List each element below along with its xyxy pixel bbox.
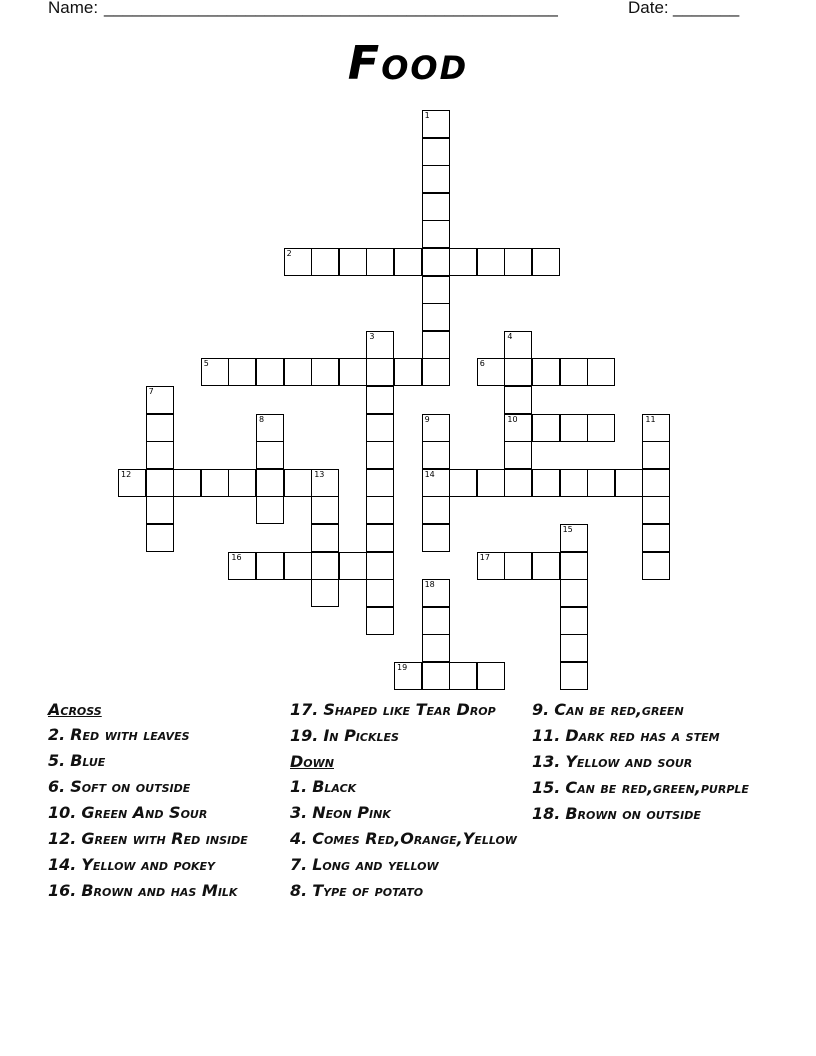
grid-cell[interactable] <box>532 358 560 386</box>
down-heading: Down <box>290 752 334 771</box>
grid-cell[interactable] <box>422 110 450 138</box>
clue-down-13: 13. Yellow and sour <box>532 752 693 771</box>
grid-cell[interactable] <box>422 414 450 442</box>
cell-number: 6 <box>479 359 485 369</box>
grid-cell[interactable] <box>477 552 505 580</box>
grid-cell[interactable] <box>256 469 284 497</box>
clue-down-4: 4. Comes Red,Orange,Yellow <box>290 829 517 848</box>
cell-number: 5 <box>203 359 209 369</box>
cell-number: 8 <box>259 414 265 424</box>
grid-cell[interactable] <box>560 579 588 607</box>
grid-cell[interactable] <box>504 386 532 414</box>
grid-cell[interactable] <box>449 469 477 497</box>
page-title: Food <box>347 36 469 90</box>
grid-cell[interactable] <box>587 414 615 442</box>
grid-cell[interactable] <box>504 331 532 359</box>
grid-cell[interactable] <box>422 138 450 166</box>
clue-down-8: 8. Type of potato <box>290 881 424 900</box>
clue-across-17: 17. Shaped like Tear Drop <box>290 700 496 719</box>
clues-column-1 <box>48 700 278 907</box>
clue-down-7: 7. Long and yellow <box>290 855 439 874</box>
cell-number: 19 <box>397 663 408 672</box>
grid-cell[interactable] <box>477 469 505 497</box>
grid-cell[interactable] <box>173 469 201 497</box>
cell-number: 17 <box>479 552 490 562</box>
grid-cell[interactable] <box>284 552 312 580</box>
clue-down-18: 18. Brown on outside <box>532 804 701 823</box>
grid-cell[interactable] <box>504 414 532 442</box>
clue-across-10: 10. Green And Sour <box>48 803 208 822</box>
cell-number: 10 <box>507 414 518 424</box>
grid-cell[interactable] <box>311 579 339 607</box>
grid-cell[interactable] <box>201 469 229 497</box>
grid-cell[interactable] <box>422 634 450 662</box>
grid-cell[interactable] <box>532 414 560 442</box>
grid-cell[interactable] <box>366 469 394 497</box>
grid-cell[interactable] <box>366 248 394 276</box>
grid-cell[interactable] <box>477 358 505 386</box>
grid-cell[interactable] <box>284 469 312 497</box>
grid-cell[interactable] <box>146 441 174 469</box>
grid-cell[interactable] <box>422 165 450 193</box>
grid-cell[interactable] <box>311 496 339 524</box>
grid-cell[interactable] <box>366 524 394 552</box>
grid-cell[interactable] <box>366 552 394 580</box>
grid-cell[interactable] <box>422 607 450 635</box>
grid-cell[interactable] <box>366 358 394 386</box>
grid-cell[interactable] <box>284 358 312 386</box>
grid-cell[interactable] <box>560 414 588 442</box>
grid-cell[interactable] <box>560 607 588 635</box>
clue-down-1: 1. Black <box>290 777 357 796</box>
grid-cell[interactable] <box>339 552 367 580</box>
grid-cell[interactable] <box>366 496 394 524</box>
across-heading: Across <box>48 700 102 719</box>
cell-number: 3 <box>369 331 375 341</box>
grid-cell[interactable] <box>422 303 450 331</box>
grid-cell[interactable] <box>146 386 174 414</box>
grid-cell[interactable] <box>532 469 560 497</box>
grid-cell[interactable] <box>311 248 339 276</box>
clue-across-19: 19. In Pickles <box>290 726 399 745</box>
grid-cell[interactable] <box>642 441 670 469</box>
grid-cell[interactable] <box>422 276 450 304</box>
grid-cell[interactable] <box>366 414 394 442</box>
grid-cell[interactable] <box>587 469 615 497</box>
grid-cell[interactable] <box>642 552 670 580</box>
grid-cell[interactable] <box>366 607 394 635</box>
grid-cell[interactable] <box>449 662 477 690</box>
grid-cell[interactable] <box>422 358 450 386</box>
grid-cell[interactable] <box>532 552 560 580</box>
grid-cell[interactable] <box>366 579 394 607</box>
grid-cell[interactable] <box>311 358 339 386</box>
grid-cell[interactable] <box>366 386 394 414</box>
grid-cell[interactable] <box>146 524 174 552</box>
grid-cell[interactable] <box>532 248 560 276</box>
grid-cell[interactable] <box>642 524 670 552</box>
grid-cell[interactable] <box>394 358 422 386</box>
clue-down-11: 11. Dark red has a stem <box>532 726 720 745</box>
clue-down-3: 3. Neon Pink <box>290 803 391 822</box>
clue-down-9: 9. Can be red,green <box>532 700 684 719</box>
clue-across-2: 2. Red with leaves <box>48 725 190 744</box>
cell-number: 18 <box>424 580 435 590</box>
grid-cell[interactable] <box>394 662 422 690</box>
cell-number: 14 <box>424 469 435 479</box>
grid-cell[interactable] <box>422 496 450 524</box>
grid-cell[interactable] <box>477 662 505 690</box>
grid-cell[interactable] <box>311 552 339 580</box>
grid-cell[interactable] <box>422 469 450 497</box>
clues-column-3 <box>532 700 772 830</box>
grid-cell[interactable] <box>394 248 422 276</box>
grid-cell[interactable] <box>311 524 339 552</box>
grid-cell[interactable] <box>146 414 174 442</box>
grid-cell[interactable] <box>366 441 394 469</box>
grid-cell[interactable] <box>146 496 174 524</box>
name-label: Name: <box>48 0 99 17</box>
grid-cell[interactable] <box>118 469 146 497</box>
clue-across-16: 16. Brown and has Milk <box>48 881 238 900</box>
grid-cell[interactable] <box>642 414 670 442</box>
grid-cell[interactable] <box>228 469 256 497</box>
grid-cell[interactable] <box>339 358 367 386</box>
grid-cell[interactable] <box>560 524 588 552</box>
grid-cell[interactable] <box>642 496 670 524</box>
clue-across-12: 12. Green with Red inside <box>48 829 248 848</box>
cell-number: 16 <box>231 552 242 562</box>
grid-cell[interactable] <box>504 552 532 580</box>
grid-cell[interactable] <box>228 358 256 386</box>
grid-cell[interactable] <box>256 552 284 580</box>
grid-cell[interactable] <box>504 469 532 497</box>
grid-cell[interactable] <box>339 248 367 276</box>
grid-cell[interactable] <box>422 331 450 359</box>
cell-number: 1 <box>424 111 430 120</box>
grid-cell[interactable] <box>422 193 450 221</box>
grid-cell[interactable] <box>311 469 339 497</box>
cell-number: 12 <box>121 469 132 479</box>
grid-cell[interactable] <box>256 358 284 386</box>
clue-down-15: 15. Can be red,green,purple <box>532 778 749 797</box>
grid-cell[interactable] <box>615 469 643 497</box>
cell-number: 2 <box>286 249 292 258</box>
grid-cell[interactable] <box>256 496 284 524</box>
grid-cell[interactable] <box>449 248 477 276</box>
grid-cell[interactable] <box>642 469 670 497</box>
date-field[interactable]: _______ <box>673 0 740 17</box>
cell-number: 13 <box>314 469 325 479</box>
grid-cell[interactable] <box>504 441 532 469</box>
grid-cell[interactable] <box>587 358 615 386</box>
grid-cell[interactable] <box>422 662 450 690</box>
grid-cell[interactable] <box>504 248 532 276</box>
grid-cell[interactable] <box>477 248 505 276</box>
grid-cell[interactable] <box>560 552 588 580</box>
clue-across-5: 5. Blue <box>48 751 106 770</box>
grid-cell[interactable] <box>560 634 588 662</box>
cell-number: 9 <box>424 414 430 424</box>
clue-across-6: 6. Soft on outside <box>48 777 191 796</box>
grid-cell[interactable] <box>422 441 450 469</box>
clue-across-14: 14. Yellow and pokey <box>48 855 215 874</box>
grid-cell[interactable] <box>256 441 284 469</box>
cell-number: 11 <box>645 414 656 424</box>
grid-cell[interactable] <box>284 248 312 276</box>
grid-cell[interactable] <box>228 552 256 580</box>
grid-cell[interactable] <box>560 662 588 690</box>
grid-cell[interactable] <box>422 248 450 276</box>
grid-cell[interactable] <box>201 358 229 386</box>
grid-cell[interactable] <box>366 331 394 359</box>
clues-column-2 <box>290 700 520 907</box>
grid-cell[interactable] <box>560 469 588 497</box>
grid-cell[interactable] <box>256 414 284 442</box>
grid-cell[interactable] <box>422 579 450 607</box>
cell-number: 7 <box>148 387 154 396</box>
date-label: Date: <box>628 0 669 17</box>
cell-number: 15 <box>562 525 573 534</box>
grid-cell[interactable] <box>560 358 588 386</box>
cell-number: 4 <box>507 331 513 341</box>
grid-cell[interactable] <box>422 220 450 248</box>
grid-cell[interactable] <box>146 469 174 497</box>
grid-cell[interactable] <box>504 358 532 386</box>
grid-cell[interactable] <box>422 524 450 552</box>
name-field[interactable]: ________________________________________________ <box>104 0 558 17</box>
